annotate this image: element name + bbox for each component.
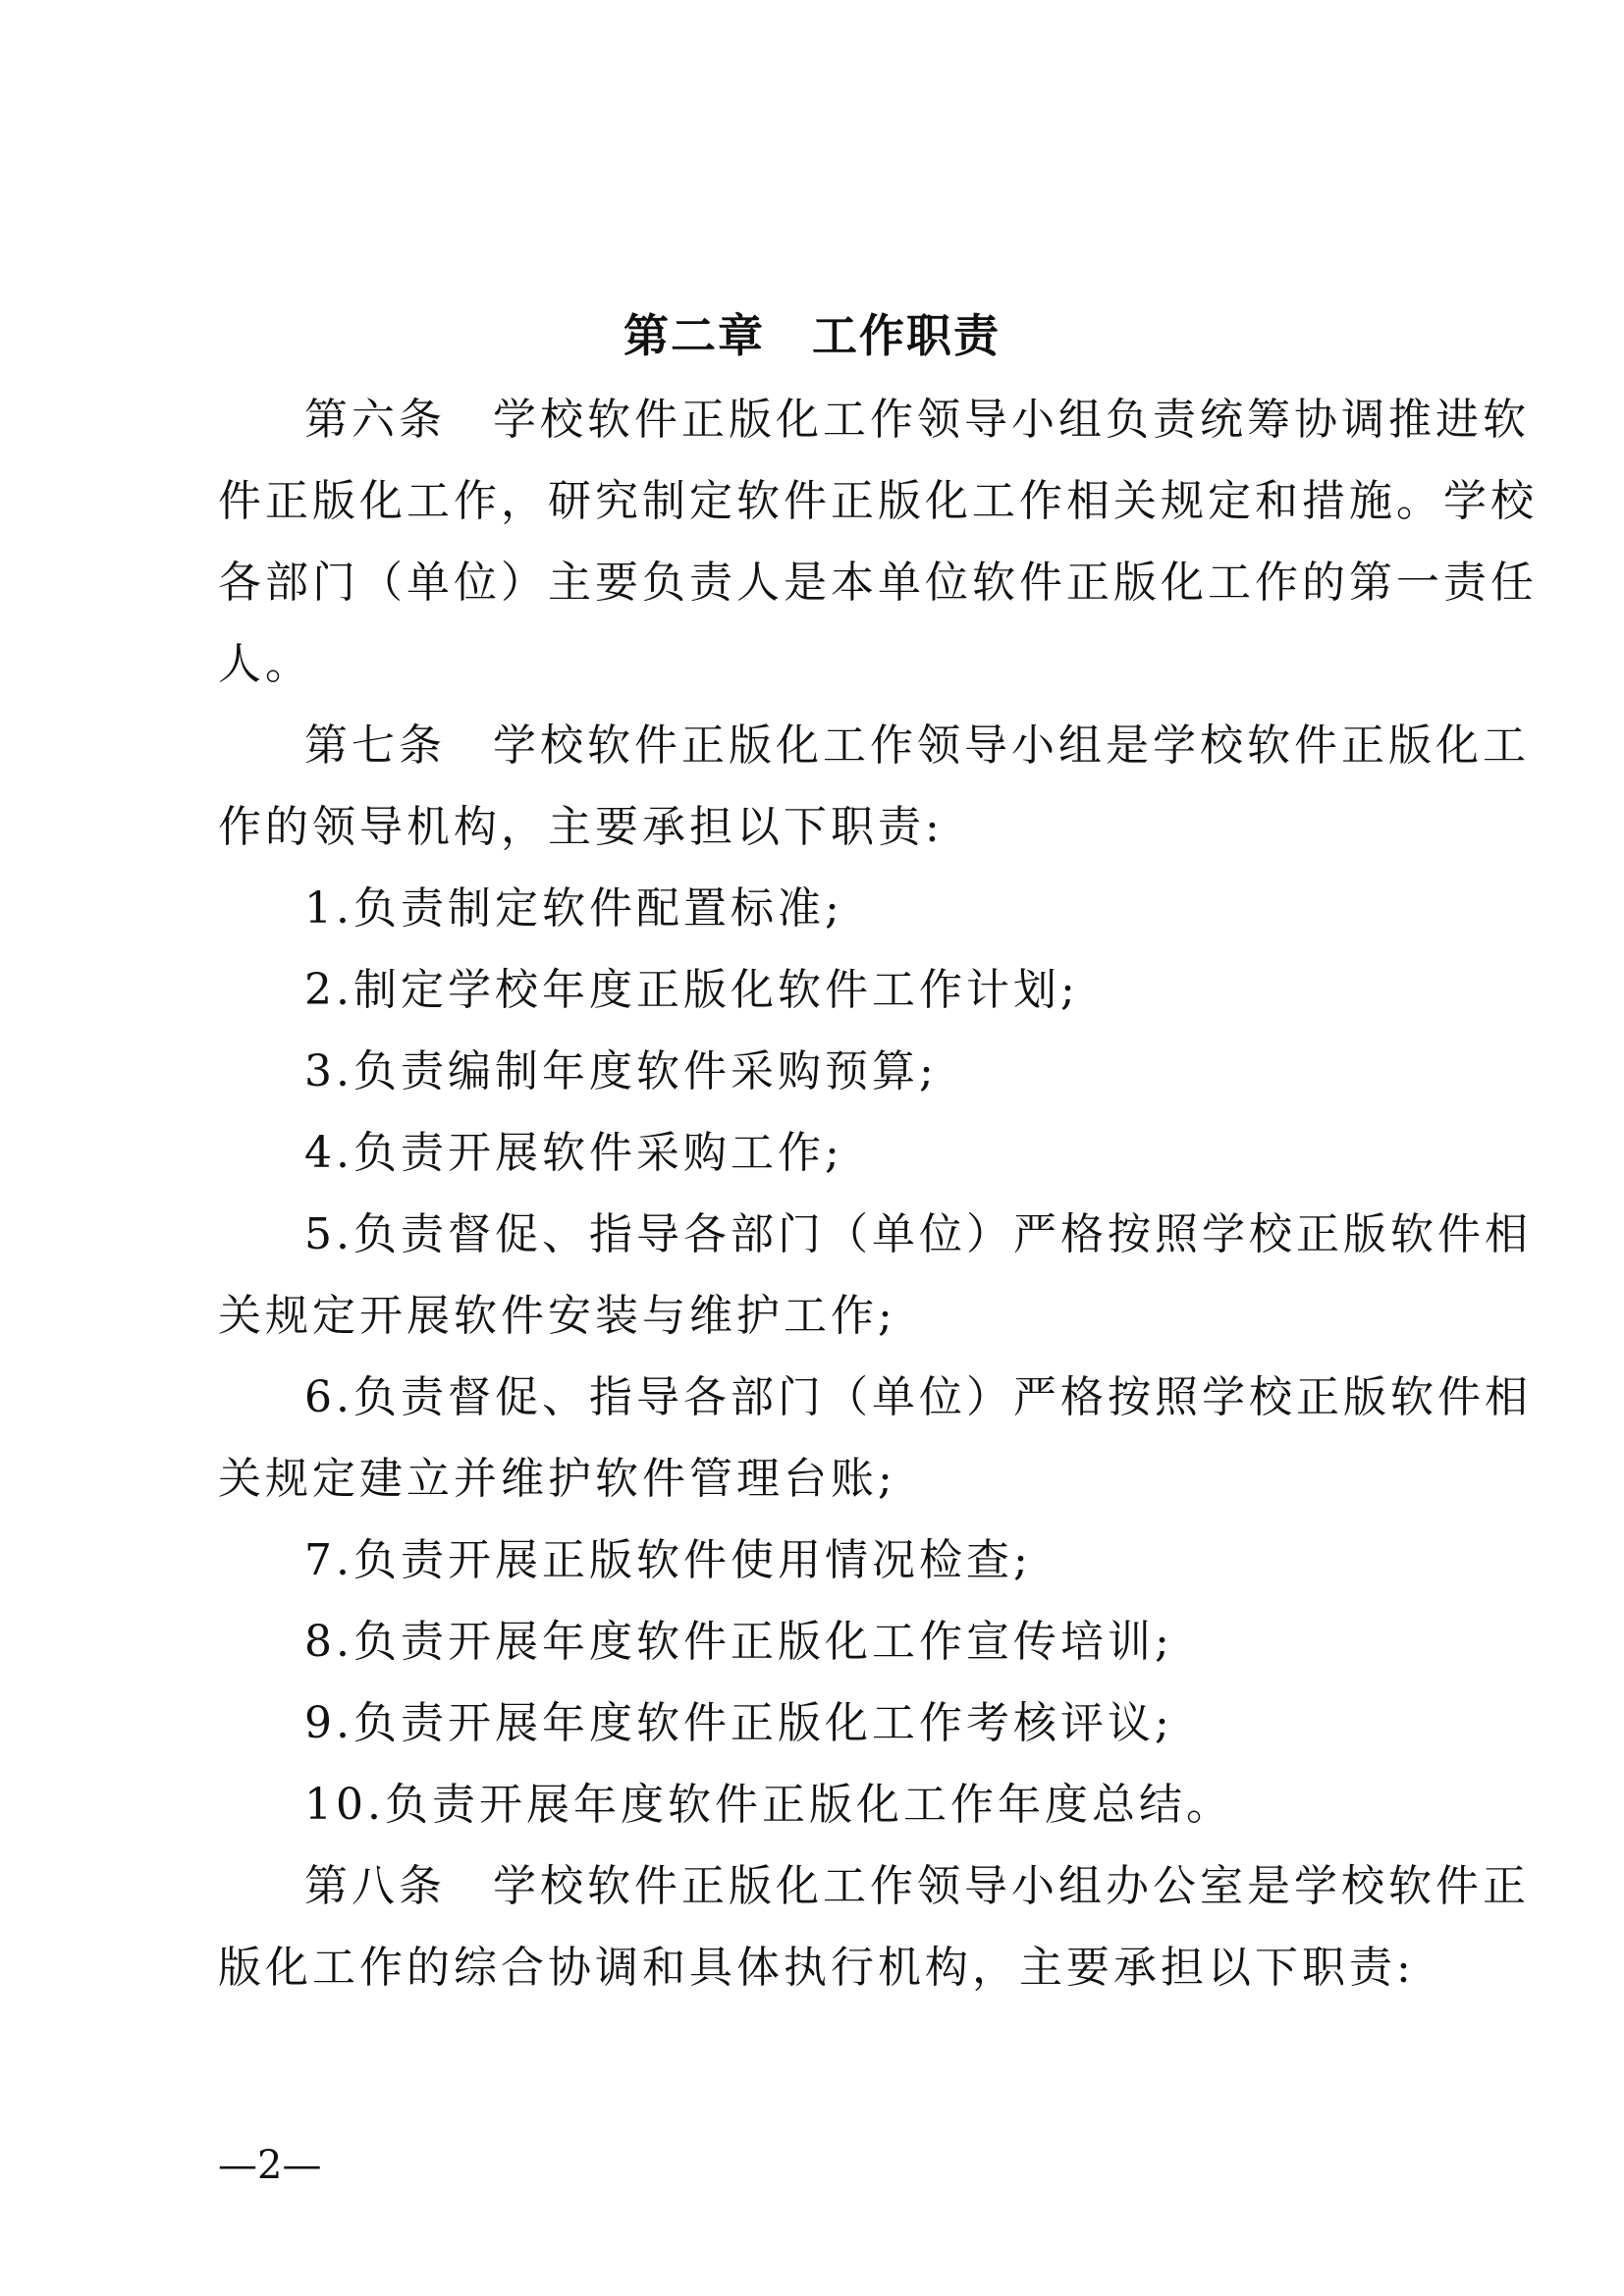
article-7-line-1: 第七条 学校软件正版化工作领导小组是学校软件正版化工 [304, 721, 1530, 771]
duty-item-2: 2.制定学校年度正版化软件工作计划; [304, 965, 1079, 1015]
duty-item-8: 8.负责开展年度软件正版化工作宣传培训; [304, 1617, 1173, 1667]
duty-item-6-line-2: 关规定建立并维护软件管理台账; [218, 1454, 896, 1504]
duty-item-6-line-1: 6.负责督促、指导各部门（单位）严格按照学校正版软件相 [304, 1372, 1532, 1422]
article-6-line-2: 件正版化工作，研究制定软件正版化工作相关规定和措施。学校 [218, 476, 1538, 526]
article-7-line-2: 作的领导机构，主要承担以下职责: [218, 802, 944, 852]
duty-item-4: 4.负责开展软件采购工作; [304, 1128, 843, 1178]
article-6-line-1: 第六条 学校软件正版化工作领导小组负责统筹协调推进软 [304, 395, 1530, 445]
duty-item-5-line-2: 关规定开展软件安装与维护工作; [218, 1291, 896, 1341]
duty-item-9: 9.负责开展年度软件正版化工作考核评议; [304, 1698, 1173, 1748]
duty-item-7: 7.负责开展正版软件使用情况检查; [304, 1535, 1032, 1585]
duty-item-5-line-1: 5.负责督促、指导各部门（单位）严格按照学校正版软件相 [304, 1209, 1532, 1259]
duty-item-10: 10.负责开展年度软件正版化工作年度总结。 [304, 1780, 1233, 1830]
chapter-heading: 第二章 工作职责 [623, 309, 1001, 362]
duty-item-3: 3.负责编制年度软件采购预算; [304, 1046, 938, 1096]
page-number: —2— [218, 2143, 322, 2188]
article-6-line-3: 各部门（单位）主要负责人是本单位软件正版化工作的第一责任 [218, 558, 1538, 608]
article-8-line-2: 版化工作的综合协调和具体执行机构，主要承担以下职责: [218, 1943, 1415, 1993]
duty-item-1: 1.负责制定软件配置标准; [304, 883, 843, 934]
article-6-line-4: 人。 [218, 639, 312, 689]
article-8-line-1: 第八条 学校软件正版化工作领导小组办公室是学校软件正 [304, 1861, 1530, 1911]
